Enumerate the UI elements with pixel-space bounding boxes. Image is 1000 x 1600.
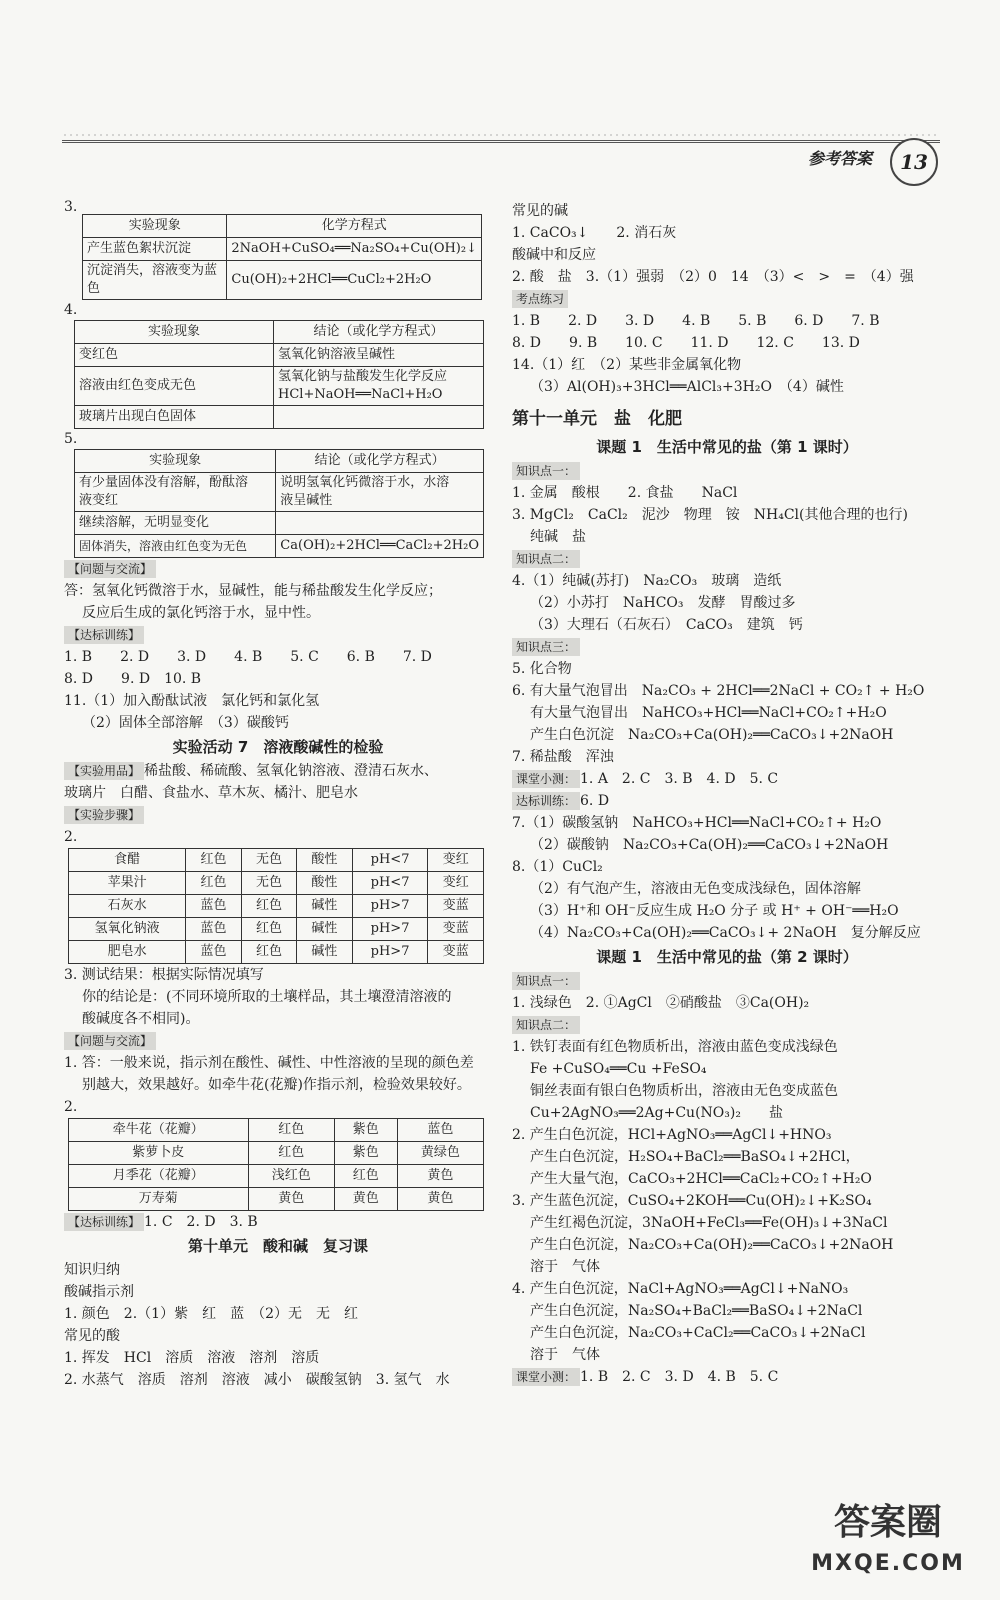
table-cell: 玻璃片出现白色固体 [75,406,274,429]
knowledge-line: 常见的酸 [64,1328,120,1344]
kp-tag: 知识点三： [512,638,580,656]
answer-line: 1. A 2. C 3. B 4. D 5. C [580,771,779,787]
table-cell [274,406,484,429]
table-cell: pH>7 [352,918,428,941]
lesson-title: 课题 1 生活中常见的盐（第 1 课时） [596,438,858,456]
q3-table [82,214,482,300]
table-row [69,918,484,941]
use-line: 玻璃片 白醋、食盐水、草木灰、橘汁、肥皂水 [64,785,358,801]
answer-line: 铜丝表面有银白色物质析出，溶液由无色变成蓝色 [530,1083,838,1099]
kp-tag: 知识点二： [512,1016,580,1034]
answer-line: （2）小苏打 NaHCO₃ 发酵 胃酸过多 [530,595,796,611]
step-line: 酸碱度各不相同)。 [82,1011,200,1027]
corner-logo [808,1495,968,1585]
answer-line: 8. D 9. B 10. C 11. D 12. C 13. D [512,335,860,351]
table-cell: pH<7 [352,849,428,872]
answer-line: 纯碱 盐 [530,529,586,545]
table-cell: 食醋 [69,849,186,872]
step-line: 你的结论是：(不同环境所取的土壤样品，其土壤澄清溶液的 [82,989,452,1005]
table-cell: 浅红色 [248,1165,334,1188]
q4-table [74,320,484,429]
cell-line: 说明氢氧化钙微溶于水，水溶 [280,475,450,490]
table-cell: 碱性 [297,895,352,918]
table-cell: 石灰水 [69,895,186,918]
table-cell: 红色 [241,941,296,964]
table-cell: 氢氧化钠液 [69,918,186,941]
answer-line: 产生白色沉淀 Na₂CO₃+Ca(OH)₂══CaCO₃↓+2NaOH [530,727,894,743]
standard-tag: 达标训练： [512,792,580,810]
table-cell: 变红色 [75,344,274,367]
table-cell: 溶液由红色变成无色 [75,367,274,406]
table-cell: pH>7 [352,895,428,918]
use-tag: 【实验用品】 [64,762,144,780]
q5-table [74,449,484,558]
answer-line: 4. 产生白色沉淀，NaCl+AgNO₃══AgCl↓+NaNO₃ [512,1281,849,1297]
answer-line: 有大量气泡冒出 NaHCO₃+HCl══NaCl+CO₂↑+H₂O [530,705,887,721]
answer-line: （3）Al(OH)₃+3HCl══AlCl₃+3H₂O （4）碱性 [530,379,844,395]
table-header: 实验现象 [75,321,274,344]
knowledge-line: 1. 颜色 2.（1）紫 红 蓝 （2）无 无 红 [64,1306,358,1322]
answer-line: 产生白色沉淀，H₂SO₄+BaCl₂══BaSO₄↓+2HCl， [530,1149,860,1165]
header-dots [62,133,940,137]
logo-url: MXQE.COM [811,1551,965,1576]
exam-tag: 考点练习 [512,290,568,308]
qa2-line: 1. 答：一般来说，指示剂在酸性、碱性、中性溶液的呈现的颜色差 [64,1055,474,1071]
train2-tag: 【达标训练】 [64,1213,144,1231]
table-cell: 红色 [241,895,296,918]
answer-line: 常见的碱 [512,203,568,219]
right-column [512,200,942,1388]
table-cell: 黄色 [397,1188,483,1211]
step-tag: 【实验步骤】 [64,806,144,824]
table-cell: 碱性 [297,941,352,964]
cell-line: HCl+NaOH══NaCl+H₂O [278,387,443,402]
answer-line: 产生白色沉淀，Na₂CO₃+Ca(OH)₂══CaCO₃↓+2NaOH [530,1237,894,1253]
qa2-line: 别越大，效果越好。如牵牛花(花瓣)作指示剂，检验效果较好。 [82,1077,471,1093]
answer-line: （2）固体全部溶解 （3）碳酸钙 [82,715,289,731]
table-cell: 酸性 [297,872,352,895]
table-cell [75,473,276,512]
header-rule [62,140,940,143]
answer-line: 产生大量气泡，CaCO₃+2HCl══CaCl₂+CO₂↑+H₂O [530,1171,872,1187]
table-cell: 氢氧化钠溶液呈碱性 [274,344,484,367]
answer-line: Cu+2AgNO₃══2Ag+Cu(NO₃)₂ 盐 [530,1105,783,1121]
q5-number: 5. [64,431,78,447]
table-cell: 黄色 [397,1165,483,1188]
activity-title: 实验活动 7 溶液酸碱性的检验 [172,738,384,756]
table-cell: 蓝色 [186,941,241,964]
unit-title: 第十一单元 盐 化肥 [512,409,682,429]
step-number: 2. [64,829,78,845]
header-title: 参考答案 [808,149,873,168]
table-cell: Ca(OH)₂+2HCl══CaCl₂+2H₂O [276,535,484,558]
answer-line: 3. 产生蓝色沉淀，CuSO₄+2KOH══Cu(OH)₂↓+K₂SO₄ [512,1193,872,1209]
table-cell: 碱性 [297,918,352,941]
answer-line: （4）Na₂CO₃+Ca(OH)₂══CaCO₃↓+ 2NaOH 复分解反应 [530,925,921,941]
answer-line: 6. 有大量气泡冒出 Na₂CO₃ + 2HCl══2NaCl + CO₂↑ + H₂O [512,683,925,699]
table-cell: 紫色 [334,1119,397,1142]
qa-tag: 【问题与交流】 [64,560,156,578]
table-row [69,872,484,895]
step-line: 3. 测试结果：根据实际情况填写 [64,967,264,983]
table-cell: 变红 [428,872,484,895]
table-cell: 固体消失，溶液由红色变为无色 [75,535,276,558]
table-row [69,1142,484,1165]
answer-line: 溶于 气体 [530,1259,600,1275]
table-header: 结论（或化学方程式） [276,450,484,473]
answer-line: 3. MgCl₂ CaCl₂ 泥沙 物理 铵 NH₄Cl(其他合理的也行) [512,507,908,523]
answer-line: 8.（1）CuCl₂ [512,859,603,875]
kp-tag: 知识点二： [512,550,580,568]
q3-number: 3. [64,199,78,215]
answer-line: 产生白色沉淀，Na₂SO₄+BaCl₂══BaSO₄↓+2NaCl [530,1303,863,1319]
table-cell: 红色 [186,872,241,895]
cell-line: 液呈碱性 [280,493,333,508]
answer-line: 1. 金属 酸根 2. 食盐 NaCl [512,485,738,501]
table-header: 实验现象 [83,215,227,238]
table-cell: pH<7 [352,872,428,895]
cell-line: 氢氧化钠与盐酸发生化学反应 [278,369,448,384]
answer-line: 1. C 2. D 3. B [144,1214,258,1230]
page-number: 13 [890,138,938,186]
table-row [69,941,484,964]
knowledge-line: 酸碱指示剂 [64,1284,134,1300]
answer-line: 1. B 2. D 3. D 4. B 5. C 6. B 7. D [64,649,432,665]
table-cell: 黄色 [248,1188,334,1211]
table-cell: 蓝色 [186,918,241,941]
table-cell: 红色 [248,1142,334,1165]
table-cell: 蓝色 [397,1119,483,1142]
q4-number: 4. [64,302,78,318]
table-cell: 变红 [428,849,484,872]
answer-line: （3）H⁺和 OH⁻反应生成 H₂O 分子 或 H⁺ + OH⁻══H₂O [530,903,899,919]
knowledge-line: 1. 挥发 HCl 溶质 溶液 溶剂 溶质 [64,1350,320,1366]
table-cell: 酸性 [297,849,352,872]
answer-line: 14.（1）红 （2）某些非金属氧化物 [512,357,742,373]
answer-line: 2. 产生白色沉淀，HCl+AgNO₃══AgCl↓+HNO₃ [512,1127,832,1143]
table-cell: 红色 [334,1165,397,1188]
table-cell: 继续溶解，无明显变化 [75,512,276,535]
table-cell: 红色 [186,849,241,872]
table-header: 化学方程式 [227,215,482,238]
table-row [69,1188,484,1211]
table-cell: 沉淀消失，溶液变为蓝色 [83,261,227,300]
table-row [69,1165,484,1188]
flower-table [68,1118,484,1211]
table-cell [274,367,484,406]
table-header: 结论（或化学方程式） [274,321,484,344]
table-cell [276,512,484,535]
table-row [69,1119,484,1142]
kp-tag: 知识点一： [512,462,580,480]
table-cell: 蓝色 [186,895,241,918]
table-cell: 无色 [241,849,296,872]
answer-line: 7.（1）碳酸氢钠 NaHCO₃+HCl══NaCl+CO₂↑+ H₂O [512,815,882,831]
indicator-table [68,848,484,964]
table-cell: 万寿菊 [69,1188,249,1211]
lesson-title: 课题 1 生活中常见的盐（第 2 课时） [596,948,858,966]
table-cell: 2NaOH+CuSO₄══Na₂SO₄+Cu(OH)₂↓ [227,238,482,261]
review-title: 第十单元 酸和碱 复习课 [187,1237,368,1255]
left-column [64,200,492,1391]
answer-line: （3）大理石（石灰石） CaCO₃ 建筑 钙 [530,617,803,633]
table-cell: 变蓝 [428,918,484,941]
train-tag: 【达标训练】 [64,626,144,644]
table-cell: 紫色 [334,1142,397,1165]
table-cell: 变蓝 [428,895,484,918]
table-cell: 黄绿色 [397,1142,483,1165]
qa-line: 答：氢氧化钙微溶于水，显碱性，能与稀盐酸发生化学反应； [64,583,442,599]
table-cell: 黄色 [334,1188,397,1211]
answer-line: 产生白色沉淀，Na₂CO₃+CaCl₂══CaCO₃↓+2NaCl [530,1325,866,1341]
table-row [69,895,484,918]
answer-line: 5. 化合物 [512,661,572,677]
cell-line: 有少量固体没有溶解，酚酞溶 [79,475,249,490]
answer-line: 1. CaCO₃↓ 2. 消石灰 [512,225,677,241]
use-line: 稀盐酸、稀硫酸、氢氧化钠溶液、澄清石灰水、 [144,763,439,779]
table-cell: 红色 [241,918,296,941]
class-test-tag: 课堂小测： [512,770,580,788]
table-cell: pH>7 [352,941,428,964]
table-cell: 红色 [248,1119,334,1142]
table-cell: 月季花（花瓣） [69,1165,249,1188]
answer-line: （2）碳酸钠 Na₂CO₃+Ca(OH)₂══CaCO₃↓+2NaOH [530,837,889,853]
qa2-tag: 【问题与交流】 [64,1032,156,1050]
cell-line: 液变红 [79,493,119,508]
kp-tag: 知识点一： [512,972,580,990]
answer-line: 1. B 2. D 3. D 4. B 5. B 6. D 7. B [512,313,880,329]
table-cell: 苹果汁 [69,872,186,895]
table-cell: Cu(OH)₂+2HCl══CuCl₂+2H₂O [227,261,482,300]
answer-line: Fe +CuSO₄══Cu +FeSO₄ [530,1061,707,1077]
table-cell: 无色 [241,872,296,895]
answer-line: 8. D 9. D 10. B [64,671,202,687]
answer-line: 溶于 气体 [530,1347,600,1363]
table-cell [276,473,484,512]
answer-line: 7. 稀盐酸 浑浊 [512,749,614,765]
class-test-tag: 课堂小测： [512,1368,580,1386]
table-cell: 牵牛花（花瓣） [69,1119,249,1142]
table-cell: 肥皂水 [69,941,186,964]
answer-line: （2）有气泡产生，溶液由无色变成浅绿色，固体溶解 [530,881,861,897]
answer-line: 11.（1）加入酚酞试液 氯化钙和氯化氢 [64,693,320,709]
answer-line: 1. 铁钉表面有红色物质析出，溶液由蓝色变成浅绿色 [512,1039,838,1055]
table-cell: 变蓝 [428,941,484,964]
answer-line: 酸碱中和反应 [512,247,596,263]
answer-line: 2. 酸 盐 3.（1）强弱 （2）0 14 （3）< > = （4）强 [512,269,914,285]
table-row [69,849,484,872]
knowledge-line: 2. 水蒸气 溶质 溶剂 溶液 减小 碳酸氢钠 3. 氢气 水 [64,1372,450,1388]
table-cell: 产生蓝色絮状沉淀 [83,238,227,261]
qa2-number: 2. [64,1099,78,1115]
answer-line: 1. B 2. C 3. D 4. B 5. C [580,1369,779,1385]
table-header: 实验现象 [75,450,276,473]
answer-line: 产生红褐色沉淀，3NaOH+FeCl₃══Fe(OH)₃↓+3NaCl [530,1215,888,1231]
answer-line: 1. 浅绿色 2. ①AgCl ②硝酸盐 ③Ca(OH)₂ [512,995,810,1011]
answer-line: 6. D [580,793,610,809]
qa-line: 反应后生成的氯化钙溶于水，显中性。 [82,605,320,621]
answer-line: 4.（1）纯碱(苏打) Na₂CO₃ 玻璃 造纸 [512,573,782,589]
table-cell: 紫萝卜皮 [69,1142,249,1165]
knowledge-line: 知识归纳 [64,1262,120,1278]
logo-text: 答案圈 [833,1502,942,1543]
